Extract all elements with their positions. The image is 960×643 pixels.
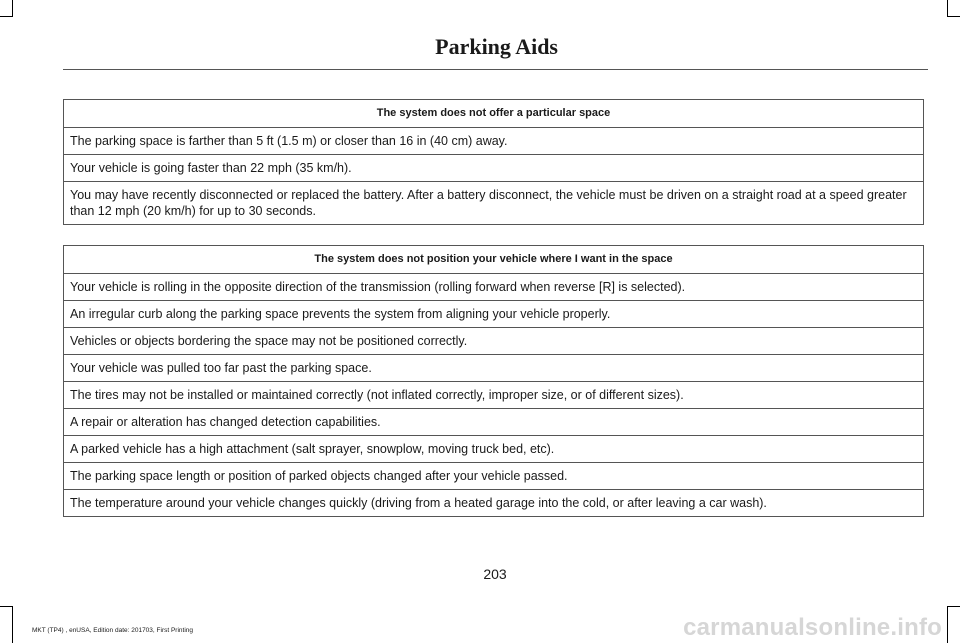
table-cell: The parking space length or position of parked objects changed after your vehicle passed. — [64, 463, 924, 490]
edition-footer: MKT (TP4) , enUSA, Edition date: 201703, First Printing — [32, 627, 194, 634]
table-heading: The system does not offer a particular space — [64, 100, 924, 128]
table-cell: The temperature around your vehicle changes quickly (driving from a heated garage into the cold, or after leaving a car wash). — [64, 490, 924, 517]
table-cell: The tires may not be installed or maintained correctly (not inflated correctly, improper size, or of different sizes). — [64, 382, 924, 409]
table-row — [64, 463, 924, 490]
table-row — [64, 128, 924, 155]
troubleshooting-table-no-space — [63, 99, 924, 225]
table-row — [64, 155, 924, 182]
table-row — [64, 182, 924, 225]
crop-mark-bottom-right — [947, 606, 960, 643]
table-cell: You may have recently disconnected or replaced the battery. After a battery disconnect, the vehicle must be driven on a straight road at a speed greater than 12 mph (20 km/h) for up to 30 seconds. — [64, 182, 924, 225]
table-cell: Your vehicle was pulled too far past the parking space. — [64, 355, 924, 382]
table-header-row — [64, 246, 924, 274]
table-row — [64, 409, 924, 436]
table-cell: An irregular curb along the parking space prevents the system from aligning your vehicle properly. — [64, 301, 924, 328]
table-cell: The parking space is farther than 5 ft (1.5 m) or closer than 16 in (40 cm) away. — [64, 128, 924, 155]
troubleshooting-table-position — [63, 245, 924, 517]
table-row — [64, 355, 924, 382]
table-header-row — [64, 100, 924, 128]
table-row — [64, 382, 924, 409]
page-title: Parking Aids — [435, 34, 558, 59]
table-row — [64, 328, 924, 355]
table-row — [64, 274, 924, 301]
table-heading: The system does not position your vehicle where I want in the space — [64, 246, 924, 274]
title-divider — [63, 69, 928, 70]
crop-mark-top-right — [947, 0, 960, 17]
watermark-logo: carmanualsonline.info — [683, 614, 942, 641]
table-row — [64, 301, 924, 328]
crop-mark-bottom-left — [0, 606, 13, 643]
table-cell: Your vehicle is going faster than 22 mph (35 km/h). — [64, 155, 924, 182]
table-row — [64, 490, 924, 517]
page-number: 203 — [483, 566, 507, 582]
table-cell: Your vehicle is rolling in the opposite direction of the transmission (rolling forward when reverse [R] is selected). — [64, 274, 924, 301]
crop-mark-top-left — [0, 0, 13, 17]
table-cell: Vehicles or objects bordering the space may not be positioned correctly. — [64, 328, 924, 355]
table-cell: A repair or alteration has changed detection capabilities. — [64, 409, 924, 436]
table-row — [64, 436, 924, 463]
table-cell: A parked vehicle has a high attachment (salt sprayer, snowplow, moving truck bed, etc). — [64, 436, 924, 463]
